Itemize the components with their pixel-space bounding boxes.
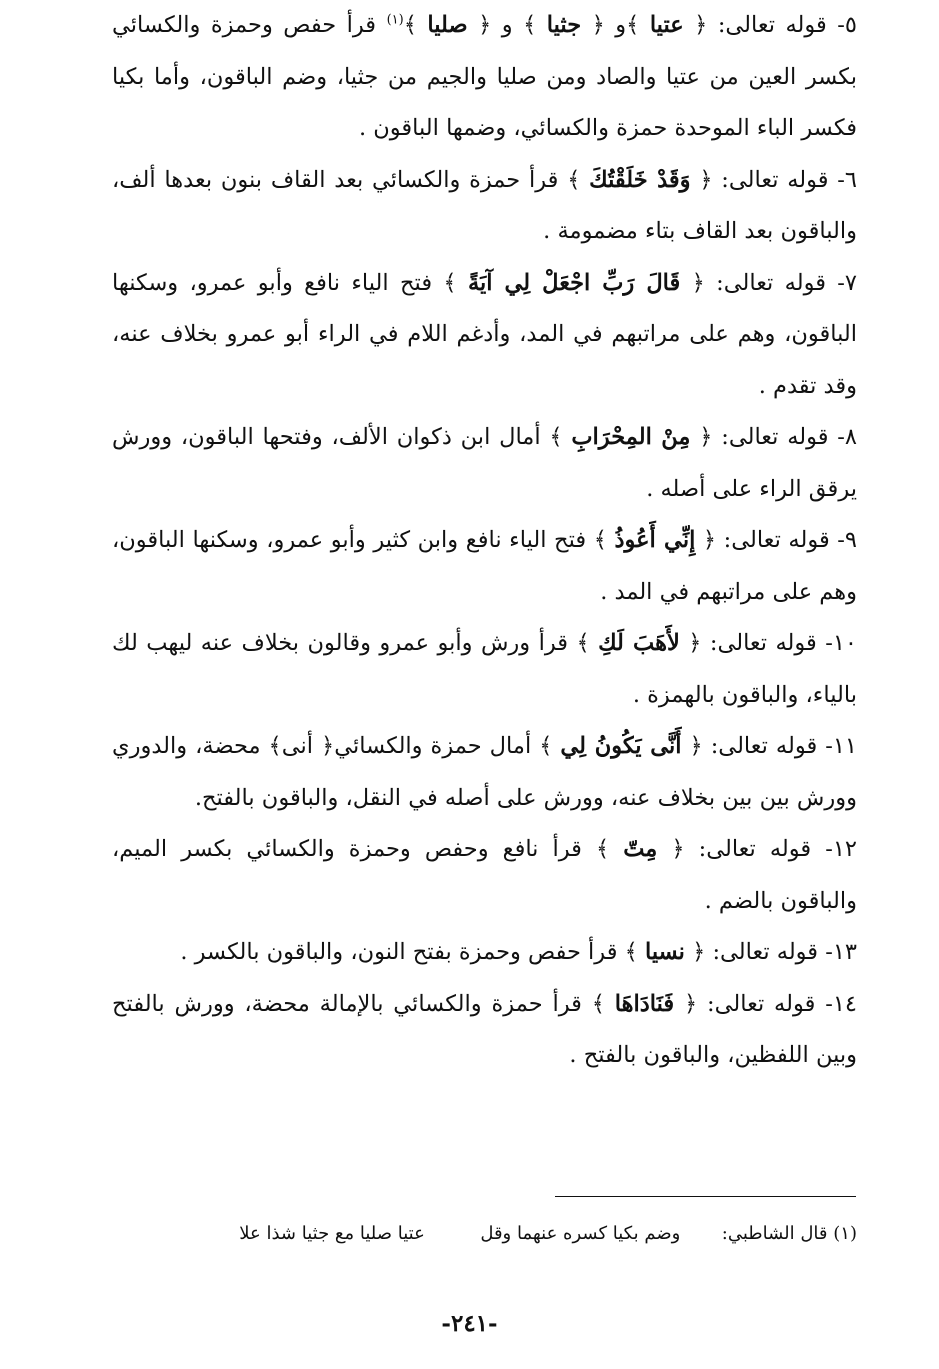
footnote-mark: (١) — [833, 1223, 857, 1244]
footnote-verse-second: عتيا صليا مع جثيا شذا علا — [239, 1223, 425, 1244]
paragraph-text: قرأ حفص وحمزة والكسائي بكسر العين من عتيا والصاد ومن صليا والجيم من جثيا، وضم الباقون، وأما بكيا فكسر الباء الموحدة حمزة والكسائي، وضمها الباقون . — [112, 12, 857, 141]
ornate-bracket: ﴾ — [549, 424, 572, 450]
ornate-bracket: ﴿ — [657, 836, 685, 862]
quran-word: لأَهَبَ لَكِ — [598, 630, 680, 656]
paragraph — [112, 412, 857, 515]
ornate-bracket: ﴿ — [690, 166, 713, 193]
paragraph-intro: قوله تعالى: — [701, 630, 817, 656]
paragraph-number: ٥- — [826, 12, 857, 38]
paragraph-text: أمال حمزة والكسائي﴿ أنى﴾ محضة، والدوري وورش بين بين بخلاف عنه، وورش على أصله في النقل، والباقون بالفتح. — [112, 733, 857, 811]
paragraph-number: ١٣- — [818, 939, 857, 965]
paragraph-text: فتح الياء نافع وابن كثير وأبو عمرو، وسكنها الباقون، وهم على مراتبهم في المد . — [112, 527, 857, 605]
paragraph-text: قرأ نافع وحفص وحمزة والكسائي بكسر الميم، والباقون بالضم . — [112, 836, 857, 914]
ornate-bracket: ﴾ — [443, 269, 468, 296]
paragraph — [112, 618, 857, 721]
paragraph-number: ٦- — [828, 166, 858, 193]
ornate-bracket: ﴾ — [624, 939, 645, 965]
ornate-bracket: ﴾ — [595, 836, 624, 862]
paragraph-text: فتح الياء نافع وأبو عمرو، وسكنها الباقون، وهم على مراتبهم في المد، وأدغم اللام في الراء أبو عمرو بخلاف عنه، وقد تقدم . — [112, 269, 857, 399]
ornate-bracket: ﴾ — [593, 527, 615, 553]
footnote — [112, 1216, 857, 1252]
paragraph-text: قرأ حفص وحمزة بفتح النون، والباقون بالكسر . — [180, 939, 625, 965]
paragraph-intro: قوله تعالى: — [702, 733, 818, 759]
paragraph-text: قرأ ورش وأبو عمرو وقالون بخلاف عنه ليهب لك بالياء، والباقون بالهمزة . — [112, 630, 857, 708]
footnote-source: قال الشاطبي: — [721, 1223, 828, 1244]
ornate-bracket: ﴾ — [539, 733, 561, 759]
ornate-bracket: ﴿ — [679, 630, 702, 656]
ornate-bracket: ﴿ — [681, 733, 703, 759]
quran-word: فَنَادَاهَا — [614, 990, 675, 1017]
paragraph — [112, 515, 857, 618]
ornate-bracket: ﴾ — [576, 630, 599, 656]
ornate-bracket: ﴿ — [683, 12, 708, 38]
paragraph-number: ٩- — [829, 527, 858, 553]
paragraph — [112, 258, 857, 413]
footnote-reference: (١) — [386, 12, 404, 28]
paragraph-number: ٧- — [825, 269, 857, 296]
quran-word: مِتّ — [623, 836, 658, 862]
paragraph-intro: قوله تعالى: — [712, 424, 829, 450]
ornate-bracket: ﴾ — [591, 990, 615, 1017]
ornate-bracket: ﴿ — [680, 269, 705, 296]
paragraph-intro: قوله تعالى: — [705, 939, 819, 965]
paragraph — [112, 927, 857, 979]
quran-word: مِنْ المِحْرَابِ — [571, 424, 691, 450]
quran-word: قَالَ رَبِّ اجْعَلْ لِي آيَةً — [467, 269, 681, 296]
paragraph — [112, 155, 857, 258]
paragraph-text: قرأ حمزة والكسائي بعد القاف بنون بعدها ألف، والباقون بعد القاف بتاء مضمومة . — [112, 166, 857, 244]
paragraph-number: ١٠- — [816, 630, 857, 656]
paragraph-intro: قوله تعالى: — [707, 12, 827, 38]
ornate-bracket: ﴿ — [674, 990, 698, 1017]
footnote-separator — [555, 1196, 856, 1197]
quran-word: نسيا — [644, 939, 685, 965]
paragraph-intro: قوله تعالى: — [716, 527, 830, 553]
paragraph-text: أمال ابن ذكوان الألف، وفتحها الباقون، وورش يرقق الراء على أصله . — [112, 424, 857, 502]
ornate-bracket: ﴿ — [690, 424, 713, 450]
quran-word: عتيا — [649, 12, 684, 38]
quran-word: صليا — [427, 12, 468, 38]
paragraph — [112, 824, 857, 927]
page-number: -٢٤١- — [441, 1310, 498, 1337]
ornate-bracket: ﴾ و ﴿ — [467, 12, 547, 38]
quran-word: جثيا — [546, 12, 582, 38]
footnote-verse-first: وضم بكيا كسره عنهما وقل — [480, 1223, 681, 1244]
paragraph-intro: قوله تعالى: — [704, 269, 826, 296]
quran-word: وَقَدْ خَلَقْتُكَ — [589, 166, 691, 193]
paragraph-number: ١١- — [817, 733, 857, 759]
ornate-bracket: ﴾ — [403, 12, 428, 38]
main-text — [112, 0, 857, 1082]
paragraph-intro: قوله تعالى: — [712, 166, 829, 193]
paragraph-intro: قوله تعالى: — [684, 836, 812, 862]
ornate-bracket: ﴾ — [567, 166, 590, 193]
paragraph-number: ٨- — [828, 424, 857, 450]
paragraph — [112, 0, 857, 155]
paragraph — [112, 979, 857, 1082]
ornate-bracket: ﴿ — [695, 527, 717, 553]
paragraph — [112, 721, 857, 824]
paragraph-text: قرأ حمزة والكسائي بالإمالة محضة، وورش بالفتح وبين اللفظين، والباقون بالفتح . — [112, 990, 857, 1068]
quran-word: أَنَّى يَكُونُ لِي — [560, 733, 682, 759]
paragraph-number: ١٢- — [811, 836, 857, 862]
paragraph-intro: قوله تعالى: — [697, 990, 816, 1017]
paragraph-number: ١٤- — [815, 990, 857, 1017]
ornate-bracket: ﴾و ﴿ — [581, 12, 650, 38]
ornate-bracket: ﴿ — [684, 939, 706, 965]
quran-word: إِنِّي أَعُوذُ — [614, 527, 696, 553]
